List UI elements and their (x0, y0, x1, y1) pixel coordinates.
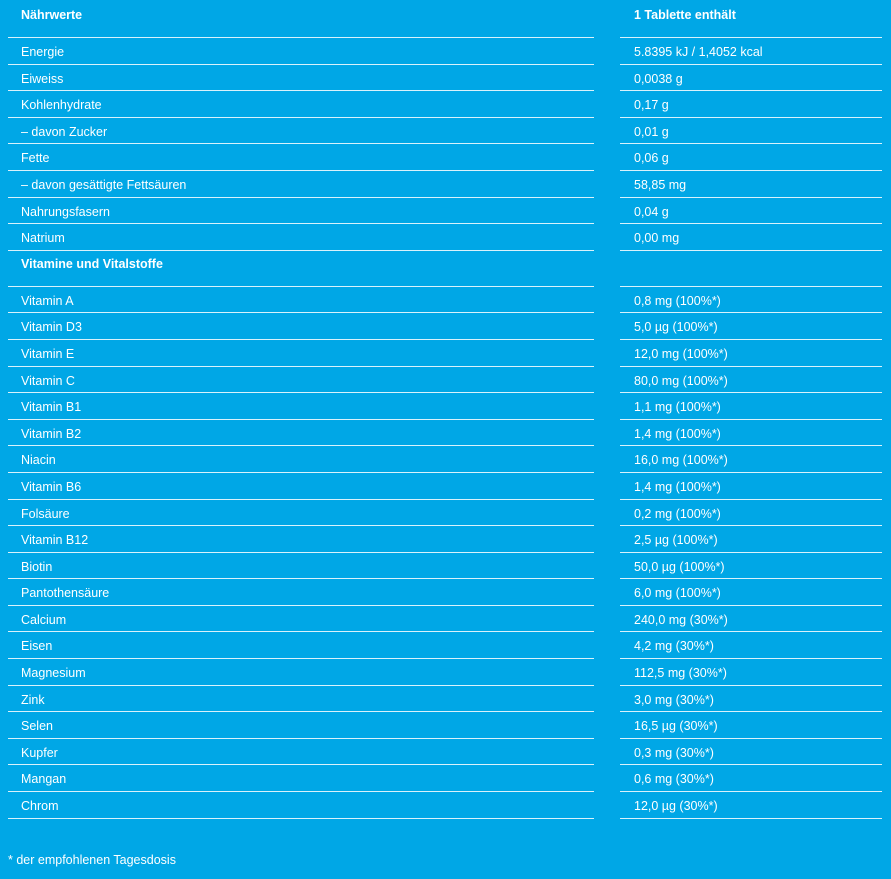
row-value: 12,0 µg (30%*) (634, 799, 718, 814)
row-name: Niacin (21, 453, 56, 468)
row-name: – davon Zucker (21, 124, 108, 139)
table-row (8, 420, 882, 447)
table-row (8, 739, 882, 766)
row-value: 6,0 mg (100%*) (634, 586, 721, 601)
row-name: Selen (21, 719, 53, 734)
table-row (8, 686, 882, 713)
row-value: 4,2 mg (30%*) (634, 639, 714, 654)
table-row (8, 606, 882, 633)
table-row (8, 38, 882, 65)
row-name: Zink (21, 692, 45, 707)
table-row (8, 765, 882, 792)
row-value: 50,0 µg (100%*) (634, 559, 725, 574)
table-row (8, 632, 882, 659)
row-name: Chrom (21, 799, 59, 814)
row-name: Vitamin B1 (21, 400, 82, 415)
row-name: Eiweiss (21, 71, 64, 86)
row-name: Vitamin A (21, 293, 74, 308)
row-name: Calcium (21, 612, 67, 627)
section-vitamins (8, 251, 882, 287)
table-row (8, 659, 882, 686)
table-row (8, 144, 882, 171)
table-row (8, 792, 882, 819)
row-name: Folsäure (21, 506, 70, 521)
row-value: 0,2 mg (100%*) (634, 506, 721, 521)
row-value: 58,85 mg (634, 177, 687, 192)
row-value: 16,0 mg (100%*) (634, 453, 728, 468)
table-row (8, 553, 882, 580)
table-row (8, 526, 882, 553)
table-row (8, 171, 882, 198)
row-value: 16,5 µg (30%*) (634, 719, 718, 734)
table-row (8, 198, 882, 225)
row-value: 5,0 µg (100%*) (634, 320, 718, 335)
row-value: 0,17 g (634, 98, 669, 113)
row-value: 3,0 mg (30%*) (634, 692, 714, 707)
table-row (8, 579, 882, 606)
section-title: Vitamine und Vitalstoffe (21, 256, 163, 271)
row-value: 0,6 mg (30%*) (634, 772, 714, 787)
table-row (8, 473, 882, 500)
table-row (8, 367, 882, 394)
row-name: Vitamin E (21, 346, 75, 361)
table-header (8, 0, 882, 38)
header-per-tablet: 1 Tablette enthält (634, 8, 736, 22)
row-name: Vitamin B6 (21, 479, 82, 494)
row-name: Vitamin C (21, 373, 75, 388)
row-value: 0,06 g (634, 151, 669, 166)
row-name: Vitamin D3 (21, 320, 82, 335)
row-value: 5.8395 kJ / 1,4052 kcal (634, 45, 763, 59)
row-name: Biotin (21, 559, 53, 574)
nutrition-table (8, 0, 882, 819)
row-value: 0,0038 g (634, 71, 683, 86)
divider (620, 818, 882, 819)
header-nutrients: Nährwerte (21, 8, 83, 22)
divider (8, 818, 594, 819)
row-name: Natrium (21, 231, 65, 246)
row-value: 0,04 g (634, 204, 669, 219)
row-name: Nahrungsfasern (21, 204, 110, 219)
nutrients-list (8, 38, 882, 251)
row-value: 2,5 µg (100%*) (634, 533, 718, 548)
table-row (8, 118, 882, 145)
row-value: 0,8 mg (100%*) (634, 293, 721, 308)
row-name: Kohlenhydrate (21, 98, 102, 113)
row-value: 240,0 mg (30%*) (634, 612, 728, 627)
row-name: Kupfer (21, 745, 58, 760)
row-value: 0,01 g (634, 124, 669, 139)
row-value: 112,5 mg (30%*) (634, 666, 727, 681)
footnote: * der empfohlenen Tagesdosis (8, 853, 176, 867)
row-value: 80,0 mg (100%*) (634, 373, 728, 388)
table-row (8, 712, 882, 739)
table-row (8, 287, 882, 314)
row-value: 1,1 mg (100%*) (634, 400, 721, 415)
row-value: 0,3 mg (30%*) (634, 745, 714, 760)
table-row (8, 446, 882, 473)
row-name: Vitamin B2 (21, 426, 82, 441)
row-value: 1,4 mg (100%*) (634, 479, 721, 494)
row-name: – davon gesättigte Fettsäuren (21, 177, 187, 192)
vitamins-list (8, 287, 882, 819)
table-row (8, 393, 882, 420)
row-value: 0,00 mg (634, 231, 680, 246)
table-row (8, 500, 882, 527)
row-name: Energie (21, 45, 65, 59)
row-value: 12,0 mg (100%*) (634, 346, 728, 361)
row-name: Mangan (21, 772, 67, 787)
row-name: Vitamin B12 (21, 533, 89, 548)
table-row (8, 340, 882, 367)
row-name: Fette (21, 151, 50, 166)
row-name: Pantothensäure (21, 586, 110, 601)
table-row (8, 224, 882, 251)
row-name: Eisen (21, 639, 53, 654)
table-row (8, 313, 882, 340)
row-name: Magnesium (21, 666, 86, 681)
table-row (8, 65, 882, 92)
table-row (8, 91, 882, 118)
row-value: 1,4 mg (100%*) (634, 426, 721, 441)
